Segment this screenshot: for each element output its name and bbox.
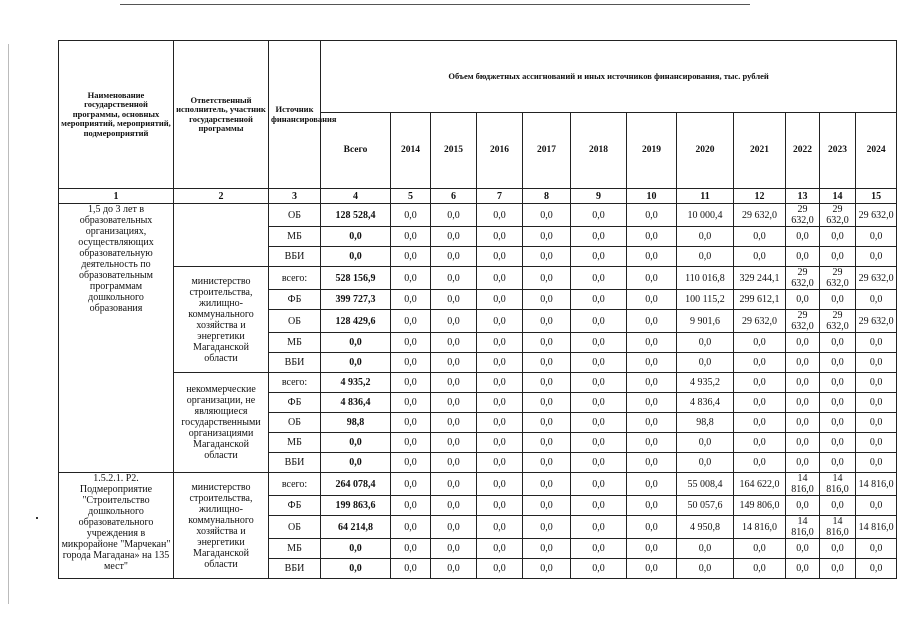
year-value-2023: 29 632,0 (820, 310, 856, 333)
total-value: 4 935,2 (321, 373, 391, 393)
total-value: 0,0 (321, 539, 391, 559)
year-value-2022: 0,0 (786, 247, 820, 267)
year-value-2018: 0,0 (571, 227, 627, 247)
funding-source: ОБ (269, 204, 321, 227)
year-value-2023: 0,0 (820, 227, 856, 247)
year-value-2023: 29 632,0 (820, 267, 856, 290)
table-body (59, 204, 897, 579)
year-value-2016: 0,0 (477, 204, 523, 227)
year-value-2021: 0,0 (734, 227, 786, 247)
year-value-2019: 0,0 (627, 373, 677, 393)
funding-source: ОБ (269, 413, 321, 433)
column-number: 9 (571, 189, 627, 204)
year-value-2022: 29 632,0 (786, 310, 820, 333)
year-value-2021: 29 632,0 (734, 204, 786, 227)
column-number: 4 (321, 189, 391, 204)
executor-name: министерство строительства, жилищно-коммунального хозяйства и энергетики Магаданской области (174, 267, 269, 373)
year-value-2019: 0,0 (627, 204, 677, 227)
program-name: 1.5.2.1. Р2. Подмероприятие "Строительство дошкольного образовательного учреждения в микрорайоне "Марчекан" города Магадана» на 135 мест" (59, 473, 174, 579)
year-value-2023: 0,0 (820, 433, 856, 453)
column-number: 14 (820, 189, 856, 204)
column-number: 7 (477, 189, 523, 204)
total-value: 64 214,8 (321, 516, 391, 539)
year-value-2016: 0,0 (477, 373, 523, 393)
year-value-2024: 0,0 (856, 496, 897, 516)
year-value-2021: 29 632,0 (734, 310, 786, 333)
table-row (59, 473, 897, 496)
executor-name: министерство строительства, жилищно-коммунального хозяйства и энергетики Магаданской области (174, 473, 269, 579)
year-value-2022: 0,0 (786, 227, 820, 247)
header-year-2016: 2016 (477, 113, 523, 189)
year-value-2018: 0,0 (571, 373, 627, 393)
year-value-2019: 0,0 (627, 453, 677, 473)
year-value-2017: 0,0 (523, 333, 571, 353)
table-row (59, 267, 897, 290)
year-value-2016: 0,0 (477, 310, 523, 333)
year-value-2016: 0,0 (477, 290, 523, 310)
funding-source: ФБ (269, 393, 321, 413)
year-value-2024: 29 632,0 (856, 267, 897, 290)
year-value-2017: 0,0 (523, 516, 571, 539)
year-value-2019: 0,0 (627, 333, 677, 353)
total-value: 0,0 (321, 433, 391, 453)
year-value-2017: 0,0 (523, 227, 571, 247)
year-value-2017: 0,0 (523, 453, 571, 473)
year-value-2022: 0,0 (786, 353, 820, 373)
funding-source: ВБИ (269, 353, 321, 373)
year-value-2024: 0,0 (856, 539, 897, 559)
year-value-2022: 0,0 (786, 373, 820, 393)
year-value-2015: 0,0 (431, 204, 477, 227)
year-value-2021: 329 244,1 (734, 267, 786, 290)
year-value-2015: 0,0 (431, 247, 477, 267)
year-value-2023: 14 816,0 (820, 473, 856, 496)
year-value-2018: 0,0 (571, 247, 627, 267)
year-value-2018: 0,0 (571, 453, 627, 473)
year-value-2018: 0,0 (571, 539, 627, 559)
year-value-2016: 0,0 (477, 267, 523, 290)
column-number: 10 (627, 189, 677, 204)
year-value-2014: 0,0 (391, 413, 431, 433)
year-value-2019: 0,0 (627, 393, 677, 413)
year-value-2016: 0,0 (477, 353, 523, 373)
header-year-2020: 2020 (677, 113, 734, 189)
year-value-2017: 0,0 (523, 559, 571, 579)
year-value-2024: 29 632,0 (856, 310, 897, 333)
year-value-2014: 0,0 (391, 496, 431, 516)
year-value-2017: 0,0 (523, 473, 571, 496)
year-value-2020: 0,0 (677, 227, 734, 247)
year-value-2018: 0,0 (571, 393, 627, 413)
year-value-2023: 0,0 (820, 333, 856, 353)
header-year-2018: 2018 (571, 113, 627, 189)
header-year-2022: 2022 (786, 113, 820, 189)
funding-source: МБ (269, 433, 321, 453)
total-value: 0,0 (321, 353, 391, 373)
funding-source: всего: (269, 373, 321, 393)
funding-source: всего: (269, 473, 321, 496)
year-value-2021: 0,0 (734, 333, 786, 353)
year-value-2021: 0,0 (734, 559, 786, 579)
year-value-2020: 4 935,2 (677, 373, 734, 393)
scan-dot (36, 517, 38, 519)
year-value-2014: 0,0 (391, 333, 431, 353)
year-value-2023: 29 632,0 (820, 204, 856, 227)
header-volume: Объем бюджетных ассигнований и иных источников финансирования, тыс. рублей (321, 41, 897, 113)
year-value-2021: 0,0 (734, 393, 786, 413)
year-value-2021: 0,0 (734, 539, 786, 559)
year-value-2018: 0,0 (571, 559, 627, 579)
year-value-2020: 100 115,2 (677, 290, 734, 310)
year-value-2014: 0,0 (391, 227, 431, 247)
year-value-2016: 0,0 (477, 473, 523, 496)
year-value-2024: 0,0 (856, 227, 897, 247)
funding-source: ОБ (269, 516, 321, 539)
total-value: 4 836,4 (321, 393, 391, 413)
year-value-2017: 0,0 (523, 433, 571, 453)
year-value-2023: 0,0 (820, 373, 856, 393)
funding-source: всего: (269, 267, 321, 290)
year-value-2021: 0,0 (734, 247, 786, 267)
year-value-2024: 0,0 (856, 290, 897, 310)
program-name: 1,5 до 3 лет в образовательных организациях, осуществляющих образовательную деятельность по образовательным программам дошкольного образования (59, 204, 174, 473)
header-row-1 (59, 41, 897, 113)
year-value-2018: 0,0 (571, 310, 627, 333)
year-value-2014: 0,0 (391, 247, 431, 267)
year-value-2022: 0,0 (786, 496, 820, 516)
year-value-2018: 0,0 (571, 353, 627, 373)
year-value-2020: 9 901,6 (677, 310, 734, 333)
year-value-2022: 0,0 (786, 539, 820, 559)
year-value-2015: 0,0 (431, 559, 477, 579)
year-value-2014: 0,0 (391, 310, 431, 333)
year-value-2022: 0,0 (786, 559, 820, 579)
year-value-2019: 0,0 (627, 516, 677, 539)
funding-source: ФБ (269, 290, 321, 310)
year-value-2015: 0,0 (431, 539, 477, 559)
year-value-2019: 0,0 (627, 310, 677, 333)
year-value-2015: 0,0 (431, 413, 477, 433)
year-value-2023: 0,0 (820, 559, 856, 579)
executor-name: некоммерческие организации, не являющиеся государственными организациями Магаданской области (174, 373, 269, 473)
year-value-2016: 0,0 (477, 247, 523, 267)
year-value-2022: 0,0 (786, 333, 820, 353)
year-value-2020: 0,0 (677, 433, 734, 453)
year-value-2020: 0,0 (677, 247, 734, 267)
year-value-2018: 0,0 (571, 516, 627, 539)
year-value-2022: 0,0 (786, 290, 820, 310)
year-value-2018: 0,0 (571, 333, 627, 353)
header-year-2019: 2019 (627, 113, 677, 189)
year-value-2019: 0,0 (627, 413, 677, 433)
year-value-2021: 299 612,1 (734, 290, 786, 310)
column-number: 3 (269, 189, 321, 204)
year-value-2021: 0,0 (734, 453, 786, 473)
year-value-2020: 98,8 (677, 413, 734, 433)
year-value-2022: 0,0 (786, 433, 820, 453)
column-number: 2 (174, 189, 269, 204)
year-value-2022: 0,0 (786, 453, 820, 473)
year-value-2019: 0,0 (627, 247, 677, 267)
year-value-2016: 0,0 (477, 496, 523, 516)
year-value-2016: 0,0 (477, 516, 523, 539)
total-value: 0,0 (321, 247, 391, 267)
column-number: 8 (523, 189, 571, 204)
year-value-2020: 4 950,8 (677, 516, 734, 539)
top-rule (120, 4, 750, 5)
year-value-2015: 0,0 (431, 516, 477, 539)
header-year-2014: 2014 (391, 113, 431, 189)
year-value-2017: 0,0 (523, 204, 571, 227)
year-value-2021: 149 806,0 (734, 496, 786, 516)
year-value-2023: 14 816,0 (820, 516, 856, 539)
year-value-2017: 0,0 (523, 539, 571, 559)
funding-source: ВБИ (269, 453, 321, 473)
year-value-2023: 0,0 (820, 496, 856, 516)
year-value-2022: 14 816,0 (786, 473, 820, 496)
year-value-2017: 0,0 (523, 247, 571, 267)
total-value: 528 156,9 (321, 267, 391, 290)
year-value-2021: 0,0 (734, 373, 786, 393)
year-value-2014: 0,0 (391, 267, 431, 290)
year-value-2023: 0,0 (820, 353, 856, 373)
year-value-2019: 0,0 (627, 539, 677, 559)
total-value: 0,0 (321, 453, 391, 473)
year-value-2014: 0,0 (391, 559, 431, 579)
year-value-2014: 0,0 (391, 433, 431, 453)
year-value-2024: 0,0 (856, 353, 897, 373)
header-executor: Ответственный исполнитель, участник государственной программы (174, 41, 269, 189)
year-value-2021: 0,0 (734, 353, 786, 373)
table-row (59, 204, 897, 227)
year-value-2014: 0,0 (391, 204, 431, 227)
budget-table (58, 40, 897, 579)
year-value-2016: 0,0 (477, 433, 523, 453)
year-value-2014: 0,0 (391, 473, 431, 496)
year-value-2021: 164 622,0 (734, 473, 786, 496)
year-value-2023: 0,0 (820, 413, 856, 433)
year-value-2017: 0,0 (523, 353, 571, 373)
column-number: 12 (734, 189, 786, 204)
executor-name (174, 204, 269, 267)
year-value-2020: 0,0 (677, 453, 734, 473)
total-value: 128 528,4 (321, 204, 391, 227)
year-value-2019: 0,0 (627, 290, 677, 310)
column-number-row (59, 189, 897, 204)
year-value-2016: 0,0 (477, 539, 523, 559)
year-value-2016: 0,0 (477, 559, 523, 579)
year-value-2018: 0,0 (571, 496, 627, 516)
year-value-2018: 0,0 (571, 267, 627, 290)
column-number: 5 (391, 189, 431, 204)
year-value-2018: 0,0 (571, 433, 627, 453)
year-value-2018: 0,0 (571, 290, 627, 310)
year-value-2024: 0,0 (856, 333, 897, 353)
year-value-2024: 0,0 (856, 393, 897, 413)
year-value-2014: 0,0 (391, 453, 431, 473)
year-value-2018: 0,0 (571, 204, 627, 227)
total-value: 98,8 (321, 413, 391, 433)
year-value-2023: 0,0 (820, 453, 856, 473)
year-value-2022: 29 632,0 (786, 267, 820, 290)
header-year-2017: 2017 (523, 113, 571, 189)
year-value-2015: 0,0 (431, 310, 477, 333)
year-value-2018: 0,0 (571, 413, 627, 433)
column-number: 11 (677, 189, 734, 204)
year-value-2021: 0,0 (734, 433, 786, 453)
year-value-2019: 0,0 (627, 559, 677, 579)
year-value-2016: 0,0 (477, 393, 523, 413)
year-value-2016: 0,0 (477, 413, 523, 433)
year-value-2020: 0,0 (677, 353, 734, 373)
year-value-2016: 0,0 (477, 333, 523, 353)
year-value-2020: 0,0 (677, 559, 734, 579)
year-value-2019: 0,0 (627, 267, 677, 290)
year-value-2017: 0,0 (523, 393, 571, 413)
year-value-2020: 4 836,4 (677, 393, 734, 413)
year-value-2016: 0,0 (477, 453, 523, 473)
header-year-2015: 2015 (431, 113, 477, 189)
table-row (59, 373, 897, 393)
year-value-2020: 50 057,6 (677, 496, 734, 516)
year-value-2020: 0,0 (677, 539, 734, 559)
year-value-2022: 29 632,0 (786, 204, 820, 227)
year-value-2015: 0,0 (431, 393, 477, 413)
header-year-2021: 2021 (734, 113, 786, 189)
year-value-2022: 14 816,0 (786, 516, 820, 539)
year-value-2014: 0,0 (391, 353, 431, 373)
year-value-2024: 29 632,0 (856, 204, 897, 227)
year-value-2014: 0,0 (391, 373, 431, 393)
year-value-2022: 0,0 (786, 413, 820, 433)
year-value-2023: 0,0 (820, 539, 856, 559)
year-value-2022: 0,0 (786, 393, 820, 413)
year-value-2017: 0,0 (523, 290, 571, 310)
funding-source: ОБ (269, 310, 321, 333)
year-value-2021: 0,0 (734, 413, 786, 433)
funding-source: МБ (269, 227, 321, 247)
year-value-2024: 0,0 (856, 433, 897, 453)
year-value-2024: 0,0 (856, 559, 897, 579)
year-value-2015: 0,0 (431, 353, 477, 373)
scan-edge (8, 44, 9, 604)
year-value-2015: 0,0 (431, 267, 477, 290)
year-value-2016: 0,0 (477, 227, 523, 247)
header-source: Источник финансирования (269, 41, 321, 189)
year-value-2021: 14 816,0 (734, 516, 786, 539)
year-value-2019: 0,0 (627, 227, 677, 247)
year-value-2017: 0,0 (523, 496, 571, 516)
year-value-2017: 0,0 (523, 373, 571, 393)
column-number: 1 (59, 189, 174, 204)
year-value-2024: 0,0 (856, 413, 897, 433)
funding-source: МБ (269, 539, 321, 559)
year-value-2020: 0,0 (677, 333, 734, 353)
year-value-2015: 0,0 (431, 290, 477, 310)
year-value-2024: 0,0 (856, 453, 897, 473)
total-value: 0,0 (321, 333, 391, 353)
year-value-2024: 0,0 (856, 247, 897, 267)
column-number: 15 (856, 189, 897, 204)
year-value-2014: 0,0 (391, 290, 431, 310)
year-value-2024: 14 816,0 (856, 516, 897, 539)
year-value-2015: 0,0 (431, 227, 477, 247)
total-value: 399 727,3 (321, 290, 391, 310)
header-year-2023: 2023 (820, 113, 856, 189)
year-value-2015: 0,0 (431, 473, 477, 496)
year-value-2015: 0,0 (431, 333, 477, 353)
year-value-2019: 0,0 (627, 433, 677, 453)
year-value-2015: 0,0 (431, 496, 477, 516)
year-value-2023: 0,0 (820, 290, 856, 310)
year-value-2024: 0,0 (856, 373, 897, 393)
year-value-2014: 0,0 (391, 539, 431, 559)
total-value: 199 863,6 (321, 496, 391, 516)
funding-source: ВБИ (269, 247, 321, 267)
year-value-2020: 10 000,4 (677, 204, 734, 227)
year-value-2023: 0,0 (820, 247, 856, 267)
funding-source: МБ (269, 333, 321, 353)
year-value-2020: 110 016,8 (677, 267, 734, 290)
funding-source: ФБ (269, 496, 321, 516)
year-value-2015: 0,0 (431, 453, 477, 473)
year-value-2017: 0,0 (523, 267, 571, 290)
year-value-2019: 0,0 (627, 496, 677, 516)
year-value-2018: 0,0 (571, 473, 627, 496)
header-year-2024: 2024 (856, 113, 897, 189)
total-value: 0,0 (321, 227, 391, 247)
year-value-2015: 0,0 (431, 373, 477, 393)
year-value-2019: 0,0 (627, 353, 677, 373)
year-value-2014: 0,0 (391, 393, 431, 413)
total-value: 128 429,6 (321, 310, 391, 333)
year-value-2017: 0,0 (523, 413, 571, 433)
year-value-2019: 0,0 (627, 473, 677, 496)
column-number: 13 (786, 189, 820, 204)
header-name: Наименование государственной программы, основных мероприятий, мероприятий, подмероприятий (59, 41, 174, 189)
total-value: 0,0 (321, 559, 391, 579)
year-value-2014: 0,0 (391, 516, 431, 539)
total-value: 264 078,4 (321, 473, 391, 496)
year-value-2017: 0,0 (523, 310, 571, 333)
funding-source: ВБИ (269, 559, 321, 579)
column-number: 6 (431, 189, 477, 204)
year-value-2020: 55 008,4 (677, 473, 734, 496)
header-total: Всего (321, 113, 391, 189)
year-value-2024: 14 816,0 (856, 473, 897, 496)
year-value-2015: 0,0 (431, 433, 477, 453)
year-value-2023: 0,0 (820, 393, 856, 413)
